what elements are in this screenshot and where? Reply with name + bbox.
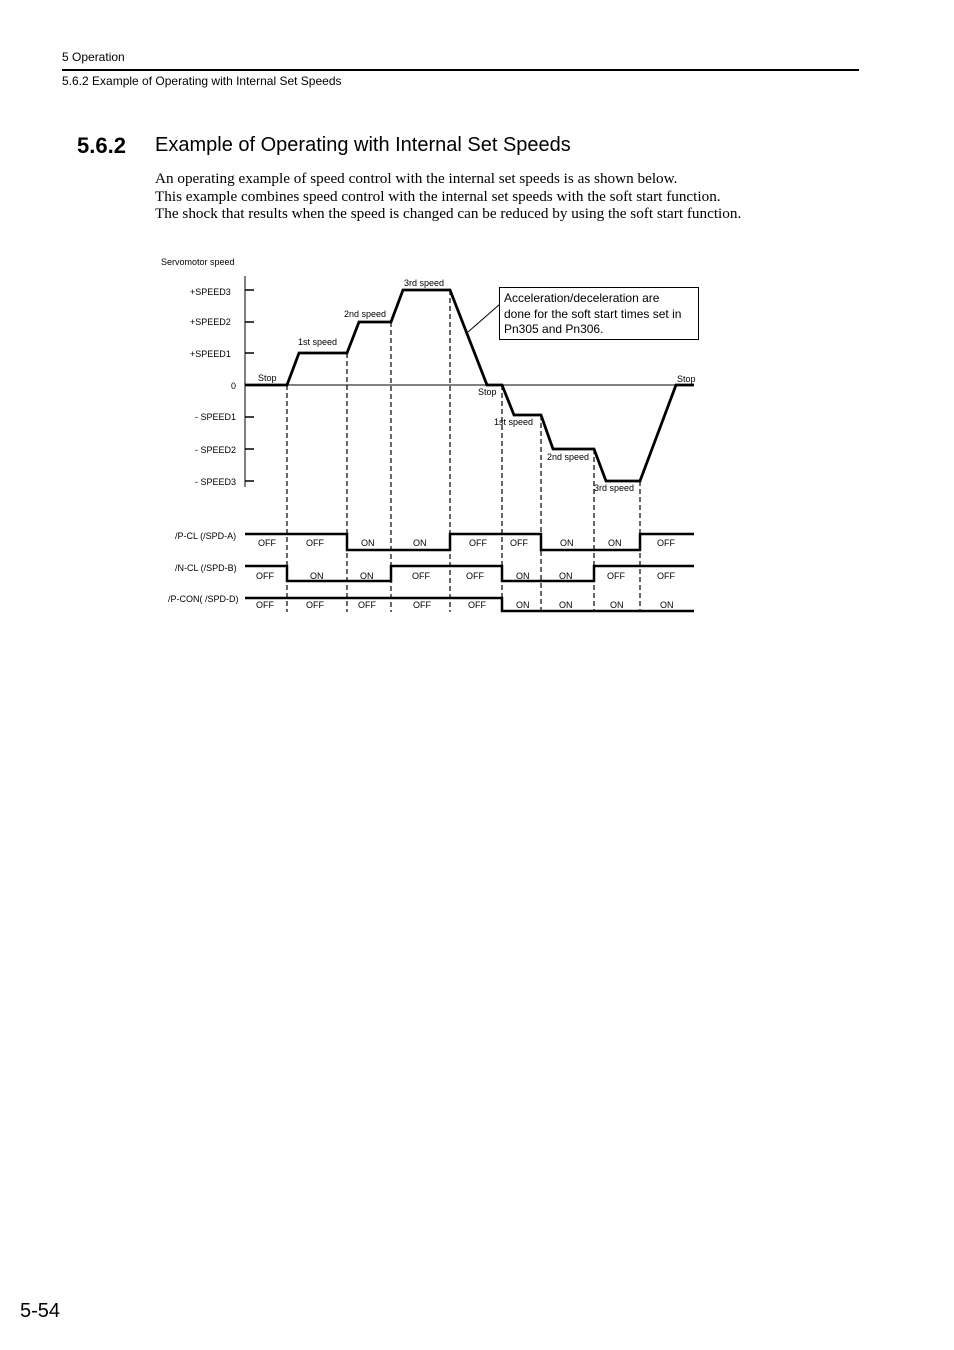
state-label: ON bbox=[660, 600, 674, 610]
state-label: OFF bbox=[657, 538, 675, 548]
state-label: OFF bbox=[412, 571, 430, 581]
state-label: ON bbox=[413, 538, 427, 548]
state-label: ON bbox=[361, 538, 375, 548]
level-label: - SPEED1 bbox=[195, 412, 237, 422]
level-label: +SPEED2 bbox=[190, 317, 231, 327]
state-label: OFF bbox=[358, 600, 376, 610]
signal-label: /P-CL (/SPD-A) bbox=[175, 531, 237, 541]
speed-annotation: 2nd speed bbox=[344, 309, 387, 319]
speed-annotation: 3rd speed bbox=[404, 278, 445, 288]
body-line: An operating example of speed control with the internal set speeds is as shown below. bbox=[155, 170, 678, 187]
level-label: +SPEED1 bbox=[190, 349, 231, 359]
state-label: ON bbox=[310, 571, 324, 581]
state-label: ON bbox=[610, 600, 624, 610]
state-label: ON bbox=[360, 571, 374, 581]
state-label: OFF bbox=[256, 600, 274, 610]
speed-annotation: 3rd speed bbox=[594, 483, 635, 493]
state-label: ON bbox=[559, 600, 573, 610]
level-label: 0 bbox=[231, 381, 237, 391]
body-line: This example combines speed control with the internal set speeds with the soft start function. bbox=[155, 187, 721, 205]
state-label: OFF bbox=[607, 571, 625, 581]
state-label: OFF bbox=[469, 538, 487, 548]
speed-annotation: 1st speed bbox=[298, 337, 338, 347]
state-label: ON bbox=[516, 600, 530, 610]
state-label: ON bbox=[559, 571, 573, 581]
header-section: 5.6.2 Example of Operating with Internal Set Speeds bbox=[62, 74, 342, 88]
state-label: OFF bbox=[657, 571, 675, 581]
level-label: - SPEED2 bbox=[195, 445, 237, 455]
p-cl-states bbox=[258, 538, 675, 548]
state-label: ON bbox=[608, 538, 622, 548]
section-title: Example of Operating with Internal Set Speeds bbox=[155, 134, 571, 156]
speed-annotation: 1st speed bbox=[494, 417, 534, 427]
state-label: OFF bbox=[256, 571, 274, 581]
state-label: OFF bbox=[510, 538, 528, 548]
callout-text: Acceleration/deceleration are bbox=[504, 291, 660, 305]
state-label: OFF bbox=[306, 600, 324, 610]
state-label: OFF bbox=[413, 600, 431, 610]
level-label: +SPEED3 bbox=[190, 287, 231, 297]
p-con-states bbox=[256, 600, 674, 610]
state-label: OFF bbox=[466, 571, 484, 581]
callout-text: done for the soft start times set in bbox=[504, 307, 682, 321]
signal-label: /N-CL (/SPD-B) bbox=[175, 563, 237, 573]
callout-text: Pn305 and Pn306. bbox=[504, 322, 604, 336]
signal-label: /P-CON( /SPD-D) bbox=[168, 594, 239, 604]
header-chapter: 5 Operation bbox=[62, 50, 125, 64]
stop-label: Stop bbox=[478, 387, 497, 397]
page-number: 5-54 bbox=[20, 1300, 61, 1322]
body-line: The shock that results when the speed is changed can be reduced by using the soft start function. bbox=[155, 205, 742, 222]
section-number: 5.6.2 bbox=[77, 133, 126, 158]
state-label: ON bbox=[516, 571, 530, 581]
state-label: OFF bbox=[258, 538, 276, 548]
stop-label: Stop bbox=[677, 374, 696, 384]
state-label: OFF bbox=[306, 538, 324, 548]
level-label: - SPEED3 bbox=[195, 477, 237, 487]
stop-label: Stop bbox=[258, 373, 277, 383]
speed-annotation: 2nd speed bbox=[547, 452, 590, 462]
callout-leader bbox=[468, 304, 500, 332]
state-label: OFF bbox=[468, 600, 486, 610]
n-cl-states bbox=[256, 571, 675, 581]
state-label: ON bbox=[560, 538, 574, 548]
axis-title: Servomotor speed bbox=[161, 257, 235, 267]
